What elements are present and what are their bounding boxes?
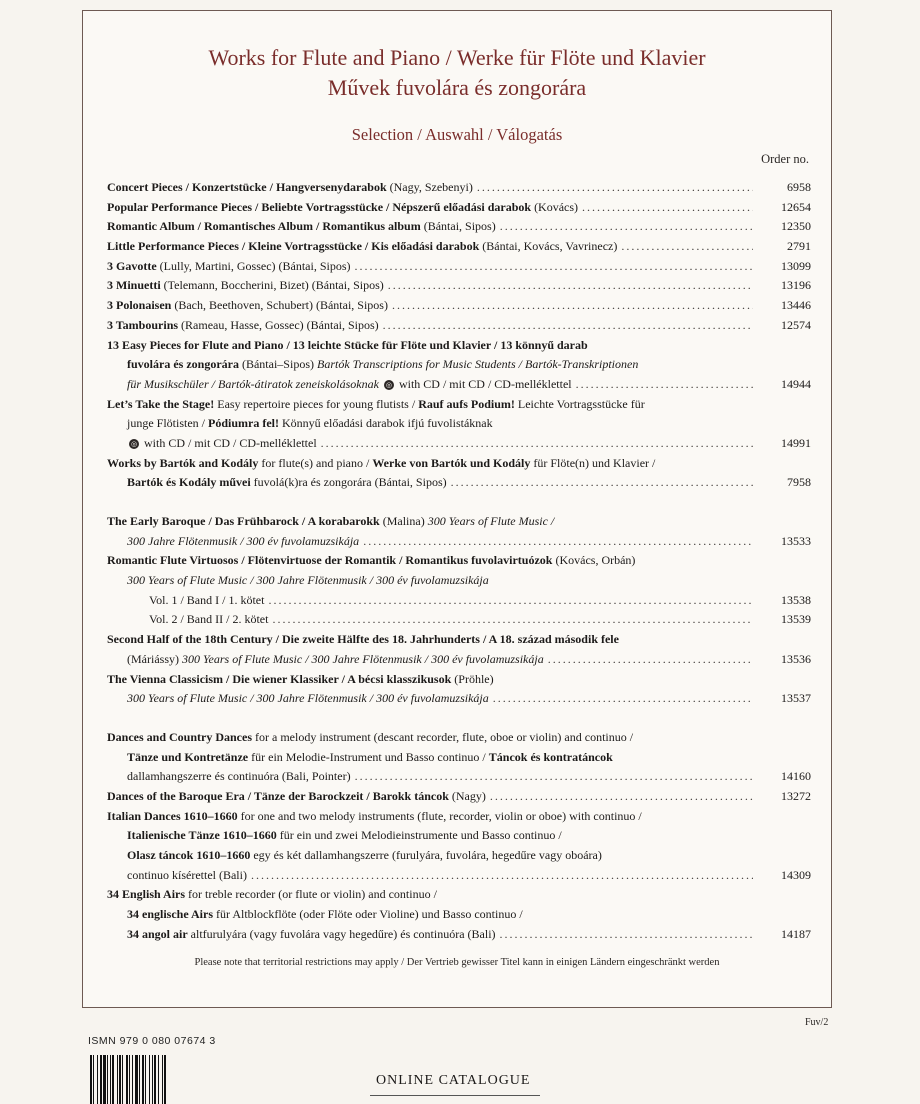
dot-leader [321,436,753,451]
dot-leader [355,769,753,784]
entry-text: Romantic Album / Romantisches Album / Romantikus album (Bántai, Sipos) [107,219,496,234]
order-number: 13536 [781,651,811,666]
dot-leader [500,927,753,942]
entry-line [107,416,811,436]
entry-text: Dances and Country Dances for a melody instrument (descant recorder, flute, oboe or violin) and continuo / [107,729,634,744]
entry-line [107,219,811,239]
page-title-line2: Művek fuvolára és zongorára [327,75,587,100]
entry-line [107,259,811,279]
catalogue-entry [107,456,811,495]
order-number: 14944 [781,376,811,391]
catalogue-entry [107,338,811,397]
dot-leader [490,789,753,804]
entry-text: ◎ with CD / mit CD / CD-melléklettel [130,435,317,450]
entry-text: 34 angol air altfurulyára (vagy fuvolára vagy hegedűre) és continuóra (Bali) [127,926,496,941]
section-gap [107,711,811,730]
entry-line [107,377,811,397]
entry-text: 300 Years of Flute Music / 300 Jahre Flötenmusik / 300 év fuvolamuzsikája [127,691,489,706]
catalogue-entry [107,553,811,632]
section-gap [107,495,811,514]
catalogue-entry [107,730,811,789]
barcode-bar [166,1055,167,1104]
entry-line [107,180,811,200]
dot-leader [388,278,753,293]
order-number: 13533 [781,533,811,548]
dot-leader [500,219,753,234]
entry-line [107,573,811,593]
order-number: 14991 [781,435,811,450]
entry-line [107,298,811,318]
dot-leader [621,239,753,254]
entry-line [107,730,811,750]
entry-text: Vol. 2 / Band II / 2. kötet [149,612,269,627]
dot-leader [493,691,753,706]
cd-icon: ◎ [130,440,138,449]
entry-text: The Vienna Classicism / Die wiener Klassiker / A bécsi klasszikusok (Pröhle) [107,671,494,686]
order-number: 12574 [781,317,811,332]
entry-line [107,769,811,789]
entry-line [107,789,811,809]
dot-leader [355,259,753,274]
entry-line [107,593,811,613]
entry-text: 34 English Airs for treble recorder (or flute or violin) and continuo / [107,887,437,902]
entry-text: Romantic Flute Virtuosos / Flötenvirtuose der Romantik / Romantikus fuvolavirtuózok (Kovács, Orbán) [107,553,636,568]
order-number: 13539 [781,612,811,627]
catalogue-entry [107,887,811,946]
entry-text: Italienische Tänze 1610–1660 für ein und zwei Melodieinstrumente und Basso continuo / [127,828,562,843]
entry-line [107,868,811,888]
entry-line [107,907,811,927]
entry-line [107,691,811,711]
page-title-line1: Works for Flute and Piano / Werke für Flöte und Klavier [208,45,706,70]
entry-line [107,200,811,220]
order-number: 12654 [781,199,811,214]
entry-text: Popular Performance Pieces / Beliebte Vortragsstücke / Népszerű előadási darabok (Kovács) [107,199,579,214]
dot-leader [251,868,753,883]
entry-text: Vol. 1 / Band I / 1. kötet [149,592,265,607]
catalogue-entry [107,397,811,456]
order-number: 2791 [787,239,811,254]
entry-line [107,514,811,534]
entry-text: junge Flötisten / Pódiumra fel! Könnyű előadási darabok ifjú fuvolistáknak [127,416,493,431]
dot-leader [582,200,753,215]
entry-line [107,436,811,456]
cd-icon: ◎ [385,381,392,390]
order-number: 6958 [787,180,811,194]
entry-text: Olasz táncok 1610–1660 egy és két dallamhangszerre (furulyára, fuvolára, hegedűre vagy oboára) [127,848,602,862]
entry-text: 300 Years of Flute Music / 300 Jahre Flötenmusik / 300 év fuvolamuzsikája [127,573,489,588]
order-number: 14309 [781,867,811,882]
entry-line [107,927,811,947]
entry-text: für Musikschüler / Bartók-átiratok zeneiskolásoknak ◎ with CD / mit CD / CD-melléklettel [127,376,572,391]
entry-line [107,612,811,632]
catalogue-entry [107,180,811,200]
catalogue-entry [107,278,811,298]
entry-text: Works by Bartók and Kodály for flute(s) and piano / Werke von Bartók und Kodály für Flöte(n) und Klavier / [107,455,656,470]
ismn-number: ISMN 979 0 080 07674 3 [88,1035,216,1047]
entry-text: Concert Pieces / Konzertstücke / Hangversenydarabok (Nagy, Szebenyi) [107,180,473,194]
catalogue-list [107,180,811,946]
entry-text: continuo kísérettel (Bali) [127,867,247,882]
dot-leader [392,298,753,313]
order-number: 13196 [781,278,811,293]
entry-line [107,239,811,259]
dot-leader [548,652,753,667]
entry-line [107,652,811,672]
page-subtitle: Selection / Auswahl / Válogatás [351,125,563,144]
entry-text: 300 Jahre Flötenmusik / 300 év fuvolamuzsikája [127,533,360,548]
entry-text: Little Performance Pieces / Kleine Vortragsstücke / Kis előadási darabok (Bántai, Kovács, Vavrinecz) [107,239,618,254]
entry-line [107,553,811,573]
order-number: 14160 [781,769,811,784]
entry-line [107,534,811,554]
catalogue-code: Fuv/2 [805,1017,829,1028]
entry-text: fuvolára és zongorára (Bántai–Sipos) Bartók Transcriptions for Music Students / Bartók-Transkriptionen [127,357,639,372]
entry-line [107,632,811,652]
entry-line [107,475,811,495]
catalogue-entry [107,219,811,239]
entry-text: Second Half of the 18th Century / Die zweite Hälfte des 18. Jahrhunderts / A 18. század második fele [107,632,619,647]
territorial-note: Please note that territorial restrictions may apply / Der Vertrieb gewisser Titel kann in einigen Ländern eingeschränkt werden [194,957,720,968]
entry-text: Let’s Take the Stage! Easy repertoire pieces for young flutists / Rauf aufs Podium! Leichte Vortragsstücke für [107,396,645,411]
catalogue-entry [107,809,811,888]
entry-line [107,338,811,358]
order-number: 7958 [787,475,811,490]
dot-leader [363,534,753,549]
entry-line [107,278,811,298]
catalogue-entry [107,239,811,259]
barcode [90,1055,210,1104]
entry-text: (Máriássy) 300 Years of Flute Music / 300 Jahre Flötenmusik / 300 év fuvolamuzsikája [127,651,544,666]
entry-text: 3 Polonaisen (Bach, Beethoven, Schubert) (Bántai, Sipos) [107,298,388,313]
dot-leader [268,593,753,608]
entry-line [107,672,811,692]
entry-text: 13 Easy Pieces for Flute and Piano / 13 leichte Stücke für Flöte und Klavier / 13 könnyű darab [107,337,588,352]
entry-text: The Early Baroque / Das Frühbarock / A korabarokk (Malina) 300 Years of Flute Music / [107,514,555,528]
entry-line [107,848,811,868]
dot-leader [576,377,753,392]
order-number: 13446 [781,298,811,313]
entry-text: 34 englische Airs für Altblockflöte (oder Flöte oder Violine) und Basso continuo / [127,907,523,922]
entry-line [107,750,811,770]
entry-text: Dances of the Baroque Era / Tänze der Barockzeit / Barokk táncok (Nagy) [107,788,486,803]
entry-text: dallamhangszerre és continuóra (Bali, Pointer) [127,769,351,784]
catalogue-entry [107,200,811,220]
order-number: 14187 [781,926,811,941]
entry-line [107,397,811,417]
catalogue-entry [107,514,811,553]
catalogue-entry [107,632,811,671]
catalogue-frame [82,10,832,1008]
catalogue-entry [107,318,811,338]
entry-line [107,357,811,377]
entry-text: Tänze und Kontretänze für ein Melodie-Instrument und Basso continuo / Táncok és kontratáncok [127,749,613,764]
order-number: 13272 [781,788,811,803]
order-number: 13538 [781,592,811,607]
entry-line [107,318,811,338]
entry-line [107,456,811,476]
entry-text: Bartók és Kodály művei fuvolá(k)ra és zongorára (Bántai, Sipos) [127,475,447,490]
catalogue-entry [107,672,811,711]
entry-text: Italian Dances 1610–1660 for one and two melody instruments (flute, recorder, violin or oboe) with continuo / [107,808,642,823]
entry-text: 3 Gavotte (Lully, Martini, Gossec) (Bántai, Sipos) [107,258,351,273]
dot-leader [477,180,753,195]
entry-line [107,828,811,848]
entry-line [107,887,811,907]
catalogue-entry [107,259,811,279]
entry-text: 3 Tambourins (Rameau, Hasse, Gossec) (Bántai, Sipos) [107,317,379,332]
order-number: 13099 [781,258,811,273]
dot-leader [451,475,753,490]
order-number-heading: Order no. [761,152,809,166]
order-number: 13537 [781,691,811,706]
entry-line [107,809,811,829]
dot-leader [383,318,753,333]
catalogue-entry [107,298,811,318]
order-number: 12350 [781,219,811,234]
entry-text: 3 Minuetti (Telemann, Boccherini, Bizet) (Bántai, Sipos) [107,278,384,293]
catalogue-entry [107,789,811,809]
dot-leader [272,612,753,627]
online-catalogue-link[interactable]: ONLINE CATALOGUE [376,1073,531,1088]
online-catalogue-underline [370,1095,540,1096]
